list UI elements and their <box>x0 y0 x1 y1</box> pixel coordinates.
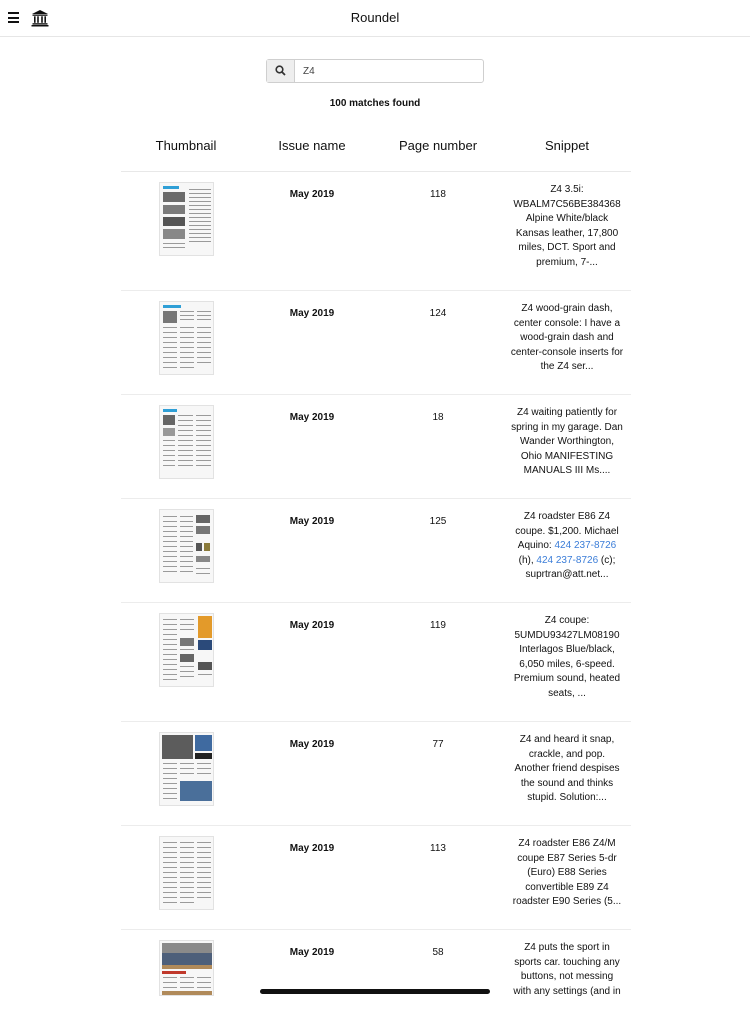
search-button[interactable] <box>267 60 295 82</box>
table-row[interactable] <box>121 930 631 1020</box>
column-header-issue: Issue name <box>278 138 346 153</box>
app-title: Roundel <box>350 10 400 25</box>
table-row[interactable] <box>121 603 631 722</box>
snippet: Z4 waiting patiently for spring in my garage. Dan Wander Worthington, Ohio MANIFESTING MANUALS III Ms.... <box>511 407 623 477</box>
page-number: 113 <box>430 843 446 854</box>
home-indicator <box>260 989 490 994</box>
snippet: Z4 coupe: 5UMDU93427LM08190 Interlagos Blue/black, 6,050 miles, 6-speed. Premium sound, heated seats, ... <box>513 615 621 699</box>
page-thumbnail[interactable] <box>159 405 214 479</box>
snippet: Z4 roadster E86 Z4/M coupe E87 Series 5-dr (Euro) E88 Series convertible E89 Z4 roadster E90 Series (5... <box>512 838 622 908</box>
snippet: Z4 and heard it snap, crackle, and pop. Another friend despises the sound and thinks stupid. Solution:... <box>514 734 620 804</box>
page-number: 77 <box>432 739 444 750</box>
search-input[interactable] <box>295 60 481 82</box>
table-row[interactable] <box>121 291 631 395</box>
table-row[interactable] <box>121 395 631 499</box>
page-thumbnail[interactable] <box>159 732 214 806</box>
snippet: Z4 roadster E86 Z4 coupe. $1,200. Michael Aquino: 424 237-8726 (h), 424 237-8726 (c); suprtran@att.net... <box>515 511 619 581</box>
page-thumbnail[interactable] <box>159 182 214 256</box>
page-thumbnail[interactable] <box>159 301 214 375</box>
page-thumbnail[interactable] <box>159 613 214 687</box>
snippet: Z4 3.5i: WBALM7C56BE384368 Alpine White/black Kansas leather, 17,800 miles, DCT. Sport and premium, 7-... <box>513 184 621 268</box>
table-header <box>121 126 631 172</box>
issue-name: May 2019 <box>289 308 335 319</box>
page-number: 118 <box>430 189 446 200</box>
page-thumbnail[interactable] <box>159 509 214 583</box>
issue-name: May 2019 <box>289 739 335 750</box>
issue-name: May 2019 <box>289 620 335 631</box>
match-count: 100 matches found <box>329 98 421 109</box>
table-row[interactable] <box>121 826 631 930</box>
snippet: Z4 wood-grain dash, center console: I have a wood-grain dash and center-console inserts for the Z4 ser... <box>510 303 624 373</box>
issue-name: May 2019 <box>289 412 335 423</box>
table-row[interactable] <box>121 499 631 603</box>
phone-link[interactable]: 424 237-8726 <box>554 540 617 552</box>
page-thumbnail[interactable] <box>159 836 214 910</box>
top-bar <box>0 0 750 37</box>
phone-link[interactable]: 424 237-8726 <box>536 554 599 566</box>
column-header-page: Page number <box>398 138 478 153</box>
issue-name: May 2019 <box>289 843 335 854</box>
search-bar <box>266 59 484 83</box>
page-number: 125 <box>429 516 447 527</box>
table-row[interactable] <box>121 172 631 291</box>
column-header-snippet: Snippet <box>544 138 590 153</box>
page-number: 124 <box>429 308 447 319</box>
issue-name: May 2019 <box>289 947 335 958</box>
issue-name: May 2019 <box>289 189 335 200</box>
results-table <box>121 126 631 1020</box>
table-row[interactable] <box>121 722 631 826</box>
page-number: 119 <box>430 620 446 631</box>
page-number: 18 <box>432 412 444 423</box>
page-number: 58 <box>432 947 444 958</box>
snippet: Z4 puts the sport in sports car. touching any buttons, not messing with any settings (and in <box>513 942 621 997</box>
issue-name: May 2019 <box>289 516 335 527</box>
page-thumbnail[interactable] <box>159 940 214 996</box>
column-header-thumbnail: Thumbnail <box>155 138 217 153</box>
search-icon <box>275 65 286 76</box>
